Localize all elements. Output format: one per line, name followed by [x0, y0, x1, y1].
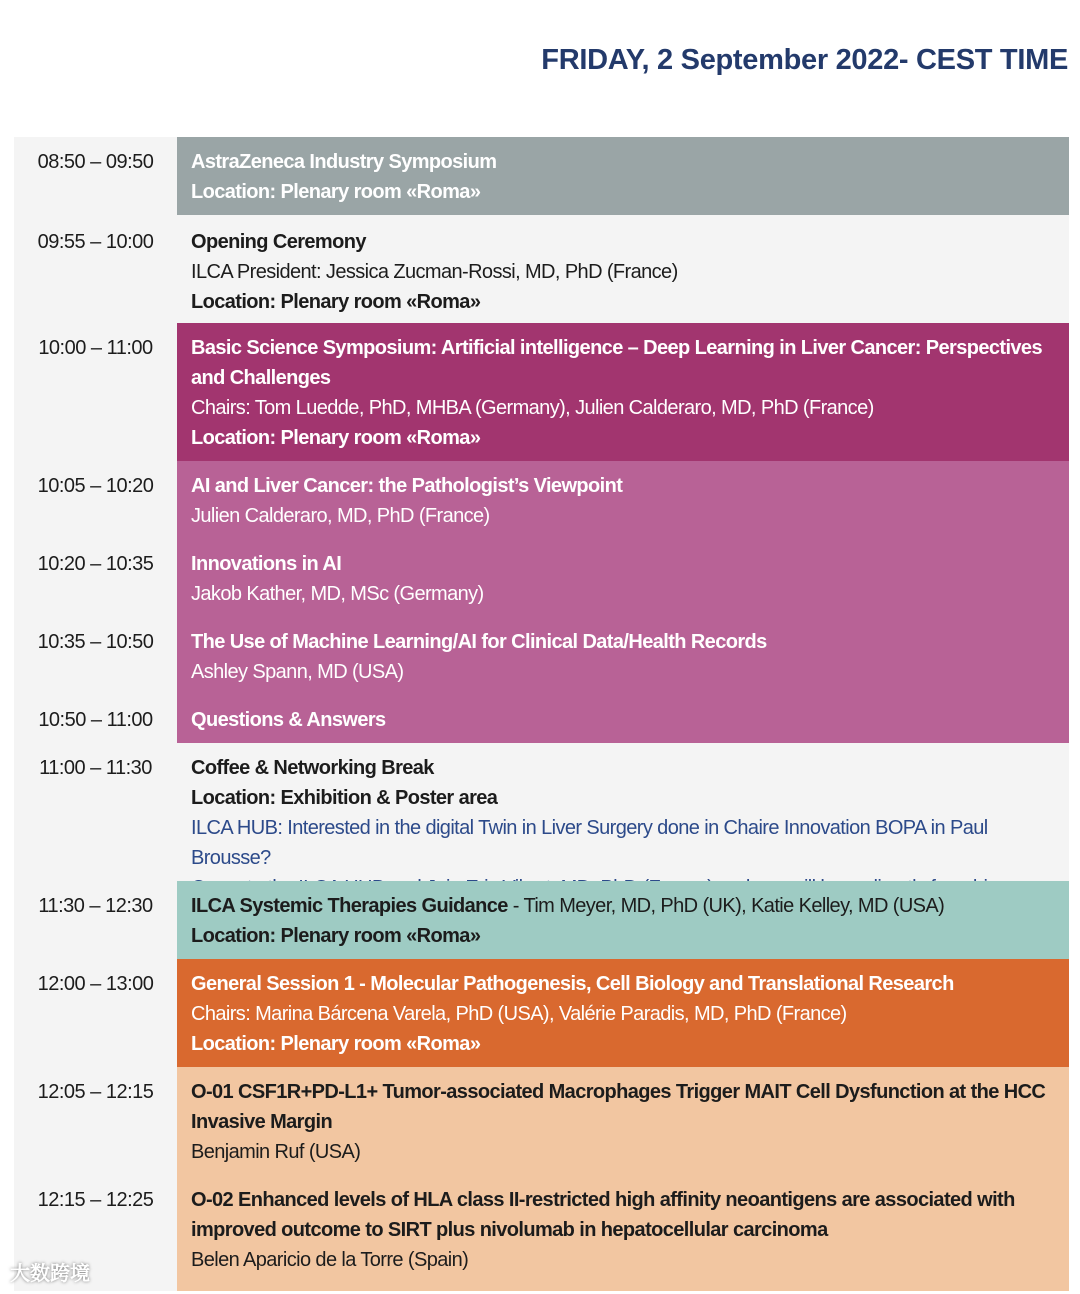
session-title: Opening Ceremony [191, 231, 366, 253]
session-content [177, 881, 1069, 959]
session-location: Location: Exhibition & Poster area [191, 787, 498, 809]
session-location: Location: Plenary room «Roma» [191, 291, 481, 313]
session-location: Location: Plenary room «Roma» [191, 925, 481, 947]
time-slot: 12:05 – 12:15 [14, 1067, 177, 1175]
talk-speaker: Julien Calderaro, MD, PhD (France) [191, 505, 490, 527]
session-location: Location: Plenary room «Roma» [191, 181, 481, 203]
schedule-row [14, 695, 1069, 743]
session-content [177, 617, 1069, 695]
session-location: Location: Plenary room «Roma» [191, 1033, 481, 1055]
session-chairs: Chairs: Tom Luedde, PhD, MHBA (Germany), Julien Calderaro, MD, PhD (France) [191, 397, 874, 419]
schedule-row [14, 743, 1069, 881]
talk-title: AI and Liver Cancer: the Pathologist’s Viewpoint [191, 475, 623, 497]
session-content [177, 1175, 1069, 1291]
session-title: Basic Science Symposium: Artificial intelligence – Deep Learning in Liver Cancer: Perspectives and Challenges [191, 337, 1042, 389]
talk-title: O-02 Enhanced levels of HLA class II-restricted high affinity neoantigens are associated with improved outcome to SIRT plus nivolumab in hepatocellular carcinoma [191, 1189, 1015, 1241]
talk-title: The Use of Machine Learning/AI for Clinical Data/Health Records [191, 631, 767, 653]
talk-speaker: Jakob Kather, MD, MSc (Germany) [191, 583, 484, 605]
session-content [177, 743, 1069, 881]
time-slot: 10:00 – 11:00 [14, 323, 177, 461]
session-chairs: Chairs: Marina Bárcena Varela, PhD (USA), Valérie Paradis, MD, PhD (France) [191, 1003, 847, 1025]
session-content [177, 695, 1069, 743]
session-content [177, 461, 1069, 539]
session-content [177, 137, 1069, 215]
time-slot: 10:35 – 10:50 [14, 617, 177, 695]
time-slot: 10:50 – 11:00 [14, 695, 177, 743]
schedule-row [14, 217, 1069, 323]
schedule-table [14, 137, 1069, 1291]
schedule-row [14, 1175, 1069, 1291]
ai-symposium-block [14, 323, 1069, 743]
schedule-row [14, 1067, 1069, 1175]
talk-title: Innovations in AI [191, 553, 342, 575]
talk-speaker: Belen Aparicio de la Torre (Spain) [191, 1249, 469, 1271]
schedule-row [14, 137, 1069, 215]
schedule-row [14, 959, 1069, 1067]
time-slot: 10:20 – 10:35 [14, 539, 177, 617]
session-detail: ILCA President: Jessica Zucman-Rossi, MD, PhD (France) [191, 261, 678, 283]
talk-speaker: Ashley Spann, MD (USA) [191, 661, 404, 683]
session-content [177, 959, 1069, 1067]
schedule-row [14, 617, 1069, 695]
time-slot: 08:50 – 09:50 [14, 137, 177, 215]
page-title: FRIDAY, 2 September 2022- CEST TIME [541, 44, 1068, 76]
session-title: ILCA Systemic Therapies Guidance [191, 895, 508, 917]
session-content [177, 217, 1069, 323]
session-speakers: - Tim Meyer, MD, PhD (UK), Katie Kelley, MD (USA) [507, 895, 945, 917]
session-title: General Session 1 - Molecular Pathogenesis, Cell Biology and Translational Research [191, 973, 954, 995]
schedule-row [14, 539, 1069, 617]
time-slot: 12:15 – 12:25 [14, 1175, 177, 1291]
schedule-row [14, 461, 1069, 539]
hub-note: ILCA HUB: Interested in the digital Twin in Liver Surgery done in Chaire Innovation BOPA in Paul Brousse? [191, 817, 988, 869]
session-content [177, 323, 1069, 461]
session-location: Location: Plenary room «Roma» [191, 427, 481, 449]
general-session-block [14, 959, 1069, 1291]
session-title: AstraZeneca Industry Symposium [191, 151, 497, 173]
session-title: Coffee & Networking Break [191, 757, 434, 779]
time-slot: 09:55 – 10:00 [14, 217, 177, 323]
time-slot: 11:00 – 11:30 [14, 743, 177, 881]
time-slot: 11:30 – 12:30 [14, 881, 177, 959]
talk-title: O-01 CSF1R+PD-L1+ Tumor-associated Macrophages Trigger MAIT Cell Dysfunction at the HCC Invasive Margin [191, 1081, 1046, 1133]
schedule-row [14, 881, 1069, 959]
talk-title: Questions & Answers [191, 709, 386, 731]
session-content [177, 539, 1069, 617]
session-content [177, 1067, 1069, 1175]
watermark-logo: 大数跨境 [10, 1261, 90, 1285]
schedule-row [14, 323, 1069, 461]
time-slot: 12:00 – 13:00 [14, 959, 177, 1067]
talk-speaker: Benjamin Ruf (USA) [191, 1141, 361, 1163]
time-slot: 10:05 – 10:20 [14, 461, 177, 539]
